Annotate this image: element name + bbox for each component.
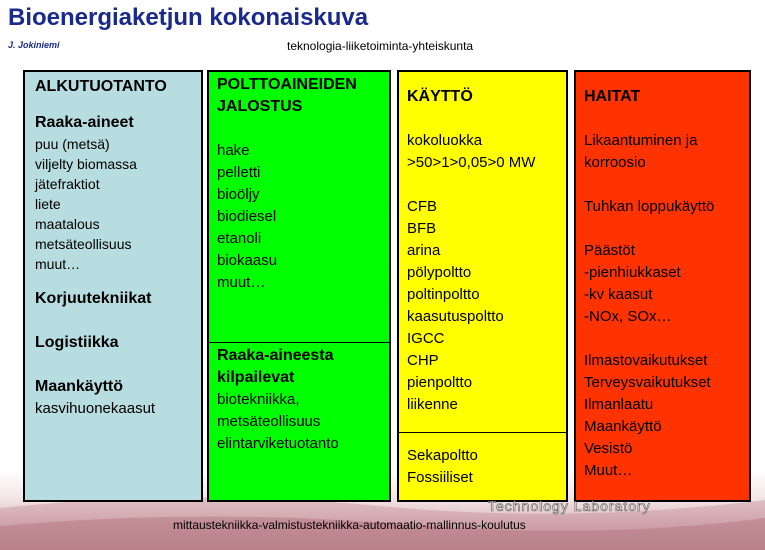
usage-item: IGCC xyxy=(407,330,445,347)
fuel-item: biokaasu xyxy=(217,252,278,269)
raw-item: liete xyxy=(35,196,61,212)
raw-item: maatalous xyxy=(35,216,100,232)
fuel-products-section xyxy=(209,72,389,342)
competing-item: biotekniikka, xyxy=(217,391,300,408)
column-heading: HAITAT xyxy=(584,88,641,105)
subtitle: teknologia-liiketoiminta-yhteiskunta xyxy=(287,39,474,53)
usage-item: arina xyxy=(407,242,441,259)
usage-item: poltinpoltto xyxy=(407,286,480,303)
usage-item: CHP xyxy=(407,352,439,369)
fuel-item: muut… xyxy=(217,274,266,291)
impact-item: Muut… xyxy=(584,462,633,479)
impact-item: Terveysvaikutukset xyxy=(584,374,711,391)
raw-materials-heading: Raaka-aineet xyxy=(35,114,134,131)
lab-watermark: Technology Laboratory xyxy=(488,498,651,514)
ash-use: Tuhkan loppukäyttö xyxy=(584,198,715,215)
size-class-label: kokoluokka xyxy=(407,132,483,149)
corrosion-line1: Likaantuminen ja xyxy=(584,132,698,149)
fuel-item: hake xyxy=(217,142,250,159)
usage-technologies-section xyxy=(399,72,566,432)
harvest-heading: Korjuutekniikat xyxy=(35,290,152,307)
size-class-range: >50>1>0,05>0 MW xyxy=(407,154,536,171)
column-primary-production xyxy=(23,70,203,502)
fuel-item: bioöljy xyxy=(217,186,260,203)
column-heading: ALKUTUOTANTO xyxy=(35,78,167,95)
usage-item: pienpoltto xyxy=(407,374,473,391)
column-usage xyxy=(397,70,568,502)
author-label: J. Jokiniemi xyxy=(8,40,60,50)
competing-item: metsäteollisuus xyxy=(217,413,321,430)
column-drawbacks xyxy=(574,70,751,502)
corrosion-line2: korroosio xyxy=(584,154,646,171)
usage-item: kaasutuspoltto xyxy=(407,308,504,325)
impact-item: Vesistö xyxy=(584,440,633,457)
raw-item: jätefraktiot xyxy=(35,176,100,192)
column-fuel-processing xyxy=(207,70,391,502)
emission-item: -NOx, SOx… xyxy=(584,308,672,325)
co-firing-item: Sekapoltto xyxy=(407,447,478,464)
usage-item: CFB xyxy=(407,198,437,215)
logistics-heading: Logistiikka xyxy=(35,334,119,351)
column-heading-line2: JALOSTUS xyxy=(217,98,303,115)
raw-item: puu (metsä) xyxy=(35,136,110,152)
page-title: Bioenergiaketjun kokonaiskuva xyxy=(8,4,369,31)
column-heading: KÄYTTÖ xyxy=(407,88,473,105)
competing-heading-line1: Raaka-aineesta xyxy=(217,347,334,364)
co-firing-section xyxy=(399,432,566,489)
footer-text: mittaustekniikka-valmistustekniikka-automaatio-mallinnus-koulutus xyxy=(173,518,526,532)
landuse-heading: Maankäyttö xyxy=(35,378,124,395)
column-heading-line1: POLTTOAINEIDEN xyxy=(217,76,357,93)
greenhouse-gases: kasvihuonekaasut xyxy=(35,400,156,417)
emissions-heading: Päästöt xyxy=(584,242,635,259)
fuel-item: biodiesel xyxy=(217,208,277,225)
impact-item: Ilmastovaikutukset xyxy=(584,352,708,369)
impact-item: Ilmanlaatu xyxy=(584,396,654,413)
competing-uses-section xyxy=(209,342,389,455)
co-firing-item: Fossiiliset xyxy=(407,469,473,486)
raw-item: viljelty biomassa xyxy=(35,156,137,172)
usage-item: BFB xyxy=(407,220,437,237)
usage-item: pölypoltto xyxy=(407,264,472,281)
impact-item: Maankäyttö xyxy=(584,418,662,435)
emission-item: -kv kaasut xyxy=(584,286,653,303)
raw-item: muut… xyxy=(35,256,81,272)
usage-item: liikenne xyxy=(407,396,458,413)
fuel-item: pelletti xyxy=(217,164,261,181)
competing-item: elintarviketuotanto xyxy=(217,435,339,452)
competing-heading-line2: kilpailevat xyxy=(217,369,295,386)
raw-item: metsäteollisuus xyxy=(35,236,132,252)
emission-item: -pienhiukkaset xyxy=(584,264,681,281)
fuel-item: etanoli xyxy=(217,230,262,247)
